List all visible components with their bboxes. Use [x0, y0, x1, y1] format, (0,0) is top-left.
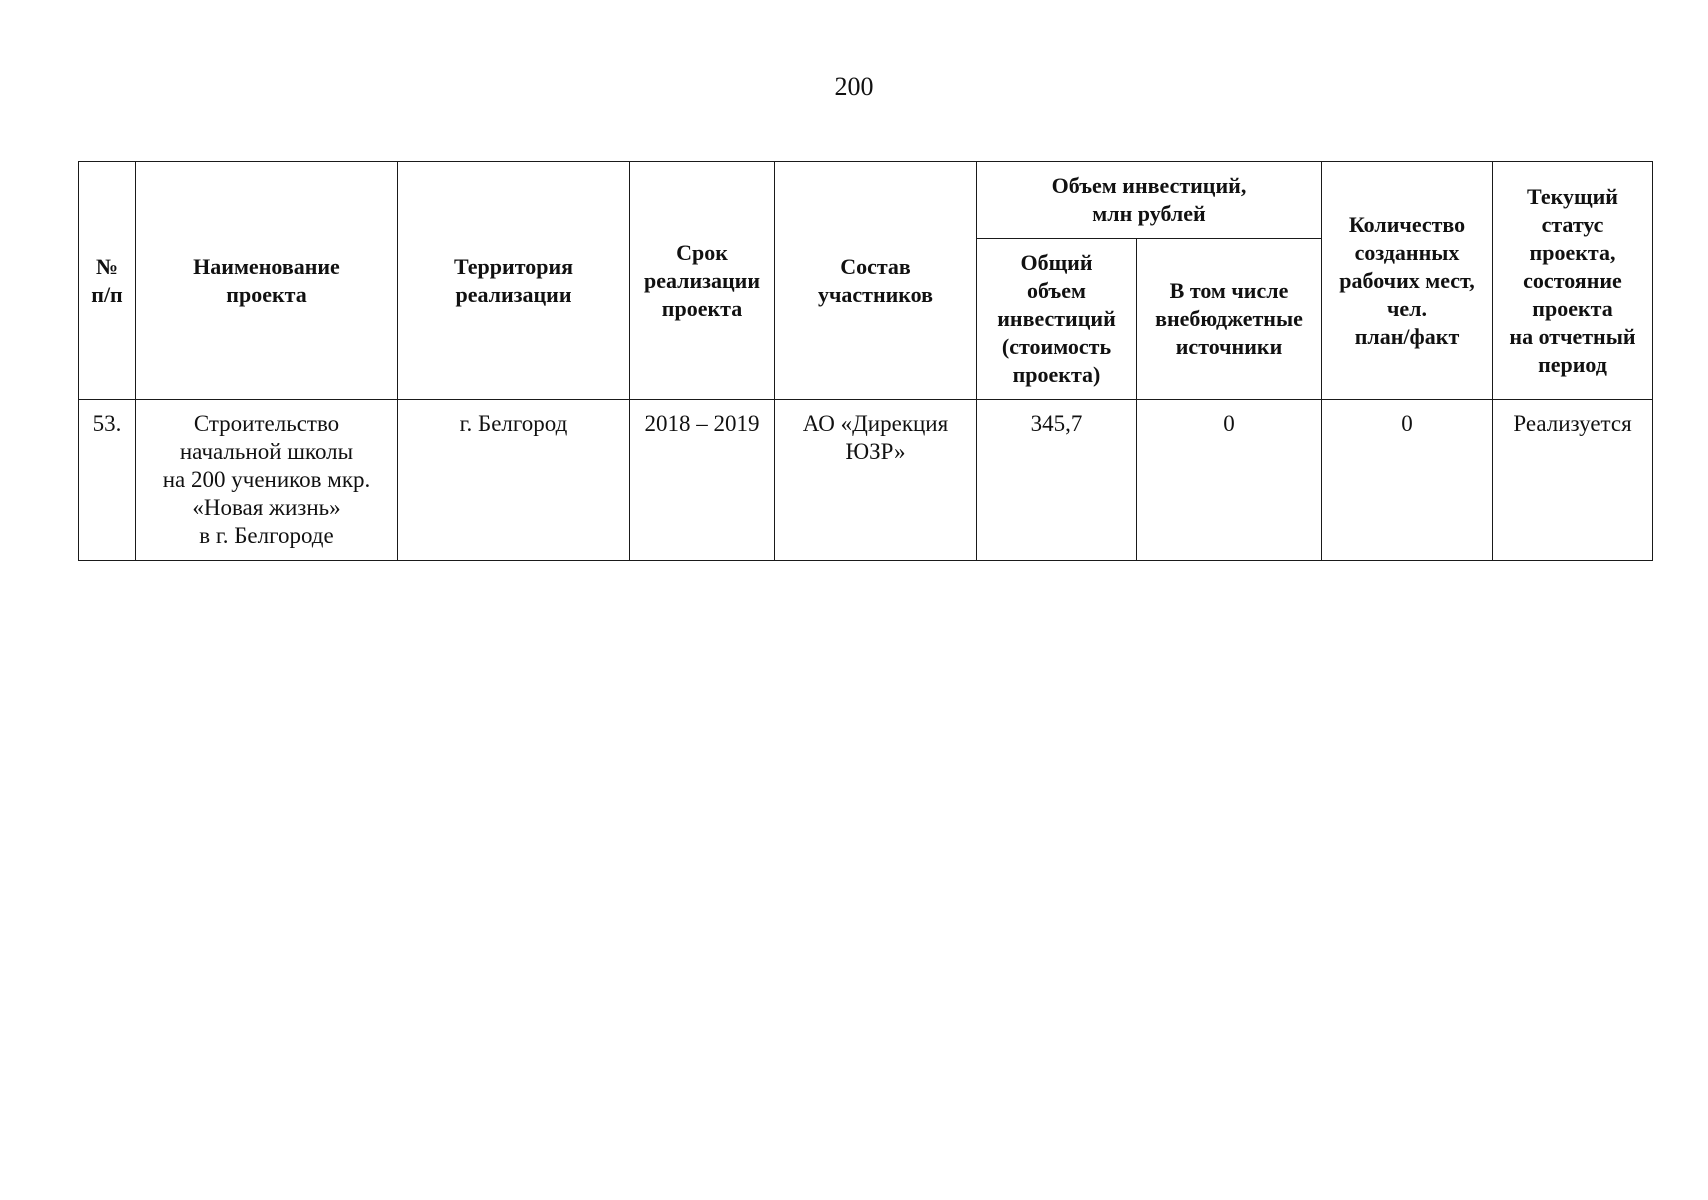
- header-investment-group: Объем инвестиций, млн рублей: [977, 162, 1322, 239]
- row-project-name: Строительство начальной школы на 200 учеников мкр. «Новая жизнь» в г. Белгороде: [136, 400, 398, 561]
- row-territory: г. Белгород: [398, 400, 630, 561]
- projects-table: [78, 161, 1653, 561]
- header-term: Срок реализации проекта: [630, 162, 775, 400]
- header-row: [79, 162, 1653, 239]
- header-num: № п/п: [79, 162, 136, 400]
- row-jobs: 0: [1322, 400, 1493, 561]
- page-number: 200: [834, 72, 874, 101]
- header-participants: Состав участников: [775, 162, 977, 400]
- header-investment-total: Общий объем инвестиций (стоимость проекта): [977, 239, 1137, 400]
- row-status: Реализуется: [1493, 400, 1653, 561]
- table-row: [79, 400, 1653, 561]
- row-investment-offbudget: 0: [1137, 400, 1322, 561]
- row-participants: АО «Дирекция ЮЗР»: [775, 400, 977, 561]
- row-num: 53.: [79, 400, 136, 561]
- header-project-name: Наименование проекта: [136, 162, 398, 400]
- row-term: 2018 – 2019: [630, 400, 775, 561]
- header-jobs: Количество созданных рабочих мест, чел. план/факт: [1322, 162, 1493, 400]
- header-status: Текущий статус проекта, состояние проекта на отчетный период: [1493, 162, 1653, 400]
- header-investment-offbudget: В том числе внебюджетные источники: [1137, 239, 1322, 400]
- header-territory: Территория реализации: [398, 162, 630, 400]
- row-investment-total: 345,7: [977, 400, 1137, 561]
